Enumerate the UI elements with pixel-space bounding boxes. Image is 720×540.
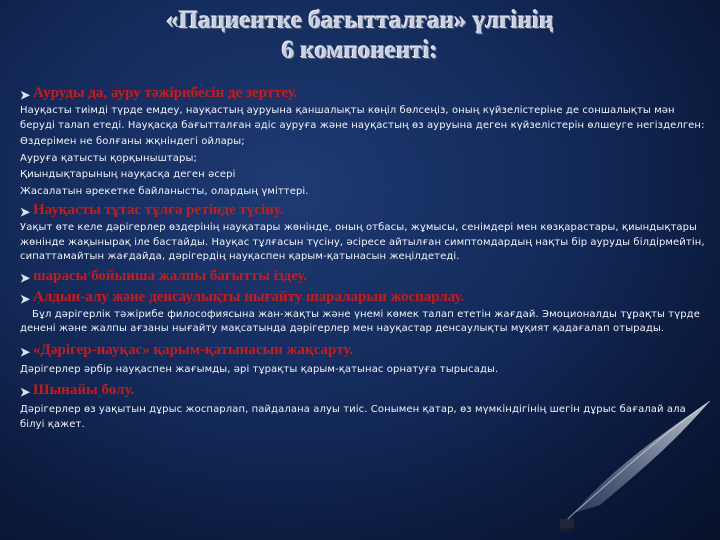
arrow-right-icon: ➤ bbox=[20, 291, 31, 306]
slide-content bbox=[20, 82, 710, 432]
arrow-right-icon: ➤ bbox=[20, 205, 31, 219]
section-heading: ➤ Науқасты тұтас тұлға ретінде түсіну. bbox=[20, 201, 710, 220]
section-heading: ➤ Алдын-алу және денсаулықты нығайту шараларын жоспарлау. bbox=[20, 288, 710, 307]
arrow-right-icon: ➤ bbox=[20, 344, 31, 359]
section-heading: ➤ Шынайы болу. bbox=[20, 381, 710, 400]
paragraph: Бұл дәрігерлік тәжірибе философиясына жан-жақты және үнемі көмек талап ететін жағдай. Эмоционалды тұрақты түрде денені және жалпы ағзаны нығайту мақсатында дәрігерлер мен науқастар денсаулықты мұқият қадағалап отырады. bbox=[20, 308, 700, 334]
title-line-1: «Пациентке бағытталған» үлгінің bbox=[166, 7, 554, 34]
section-heading: ➤ «Дәрігер-науқас» қарым-қатынасын жақсарту. bbox=[20, 341, 710, 360]
arrow-right-icon: ➤ bbox=[20, 385, 31, 399]
paragraph: Ауруға қатысты қорқыныштары; bbox=[20, 152, 197, 164]
paragraph: Дәрігерлер әрбір науқаспен жағымды, әрі тұрақты қарым-қатынас орнатуға тырысады. bbox=[20, 363, 499, 375]
paragraph: Уақыт өте келе дәрігерлер өздерінің науқатары жөнінде, оның отбасы, жұмысы, сенімдері мен көзқарастары, қиындықтары жөнінде жақынырақ іле бастайды. Науқас тұлғасын түсіну, әсіресе айтылған симптомдардың нақты бір ауруды білдірмейтін, сипаттамайтын жағдайда, дәрігердің науқаспен қарым-қатынасын жеңілдетеді. bbox=[20, 222, 705, 262]
paragraph: Қиындықтарының науқасқа деген әсері bbox=[20, 169, 236, 180]
arrow-right-icon: ➤ bbox=[20, 270, 31, 285]
paragraph: Науқасты тиімді түрде емдеу, науқастың ауруына қаншалықты көңіл бөлсеңіз, оның күйзелістеріне де соншалықты мән беруді талап етеді. Науқасқа бағытталған әдіс ауруға және науқастың өз ауруына деген күйзелістерін өлшеуге негізделген: bbox=[20, 105, 705, 131]
paragraph: Дәрігерлер өз уақытын дұрыс жоспарлап, пайдалана алуы тиіс. Сонымен қатар, өз мүмкіндігінің шегін дұрыс бағалай ала білуі қажет. bbox=[20, 404, 686, 430]
arrow-right-icon: ➤ bbox=[20, 88, 31, 102]
section-heading: ➤ Ауруды да, ауру тәжірибесін де зерттеу. bbox=[20, 84, 710, 103]
quill-feather-icon bbox=[560, 395, 720, 540]
slide-title bbox=[60, 6, 660, 66]
section-heading: ➤ шарасы бойынша жалпы бағытты іздеу. bbox=[20, 267, 710, 286]
title-line-2: 6 компоненті: bbox=[281, 37, 439, 64]
paragraph: Жасалатын әрекетке байланысты, олардың үміттері. bbox=[20, 185, 309, 197]
paragraph: Өздерімен не болғаны жқніндегі ойлары; bbox=[20, 136, 245, 147]
